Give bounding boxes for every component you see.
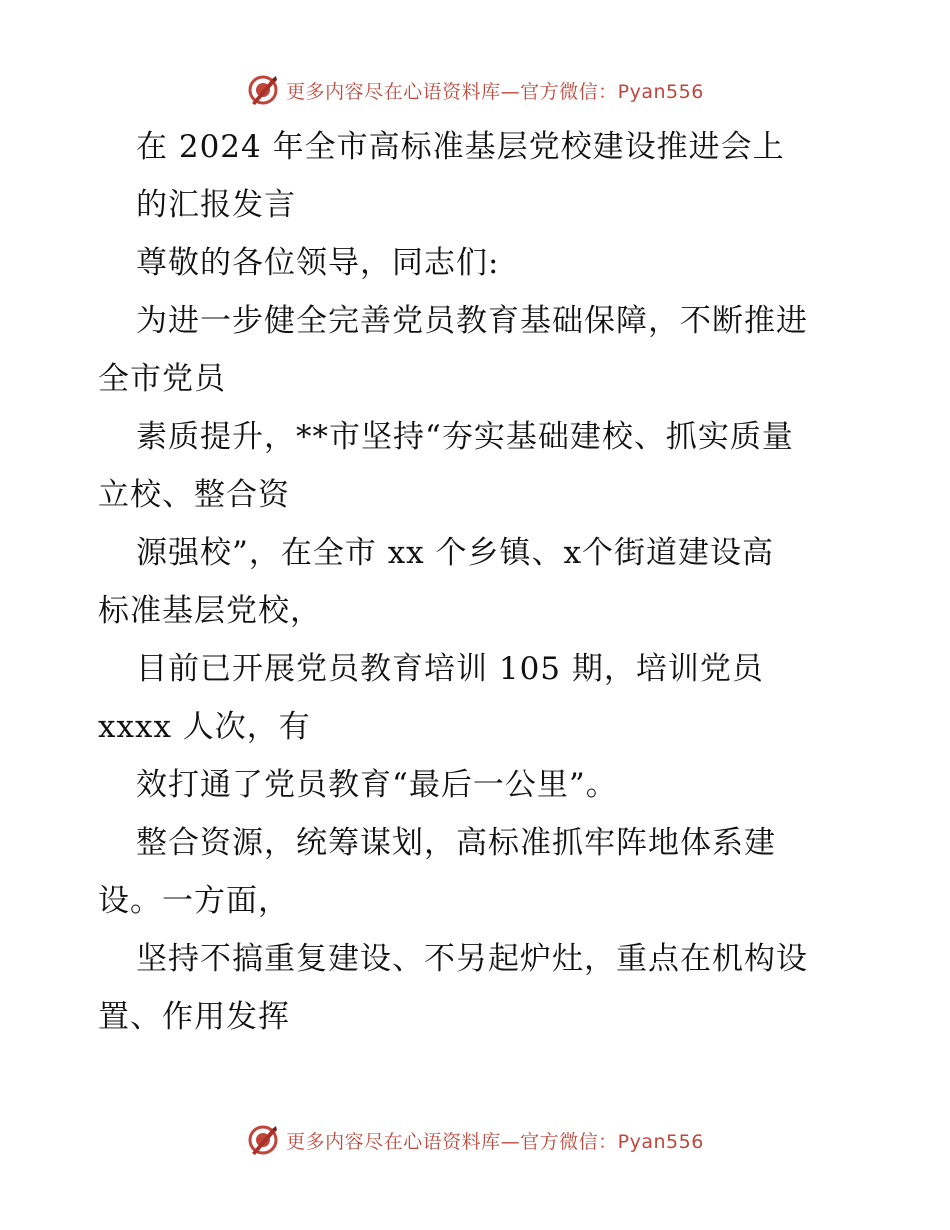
- document-line: 目前已开展党员教育培训 105 期，培训党员: [136, 651, 764, 687]
- header-banner-text: 更多内容尽在心语资料库—官方微信：Pyan556: [286, 80, 704, 103]
- document-line: 为进一步健全完善党员教育基础保障，不断推进: [136, 303, 808, 339]
- pen-circle-logo-icon: [246, 73, 280, 107]
- document-line: 整合资源，统筹谋划，高标准抓牢阵地体系建: [136, 825, 776, 861]
- document-line: 源强校”，在全市 xx 个乡镇、x个街道建设高: [136, 535, 775, 571]
- footer-banner: [0, 1120, 950, 1160]
- document-line: 坚持不搞重复建设、不另起炉灶，重点在机构设: [136, 941, 808, 977]
- header-banner: [0, 70, 950, 110]
- document-line: 立校、整合资: [98, 477, 290, 513]
- document-body: [98, 118, 858, 1046]
- document-line: 标准基层党校，: [98, 593, 322, 629]
- document-line: 在 2024 年全市高标准基层党校建设推进会上: [136, 129, 785, 165]
- document-line: 全市党员: [98, 361, 226, 397]
- footer-banner-text: 更多内容尽在心语资料库—官方微信：Pyan556: [286, 1130, 704, 1153]
- document-line: 设。一方面，: [98, 883, 290, 919]
- pen-circle-logo-icon: [246, 1123, 280, 1157]
- document-line: 置、作用发挥: [98, 999, 290, 1035]
- document-line: 的汇报发言: [136, 187, 296, 223]
- document-line: 效打通了党员教育“最后一公里”。: [136, 767, 618, 803]
- document-line: 素质提升，**市坚持“夯实基础建校、抓实质量: [136, 419, 794, 455]
- document-line: xxxx 人次，有: [98, 709, 311, 745]
- document-line: 尊敬的各位领导，同志们:: [136, 245, 500, 281]
